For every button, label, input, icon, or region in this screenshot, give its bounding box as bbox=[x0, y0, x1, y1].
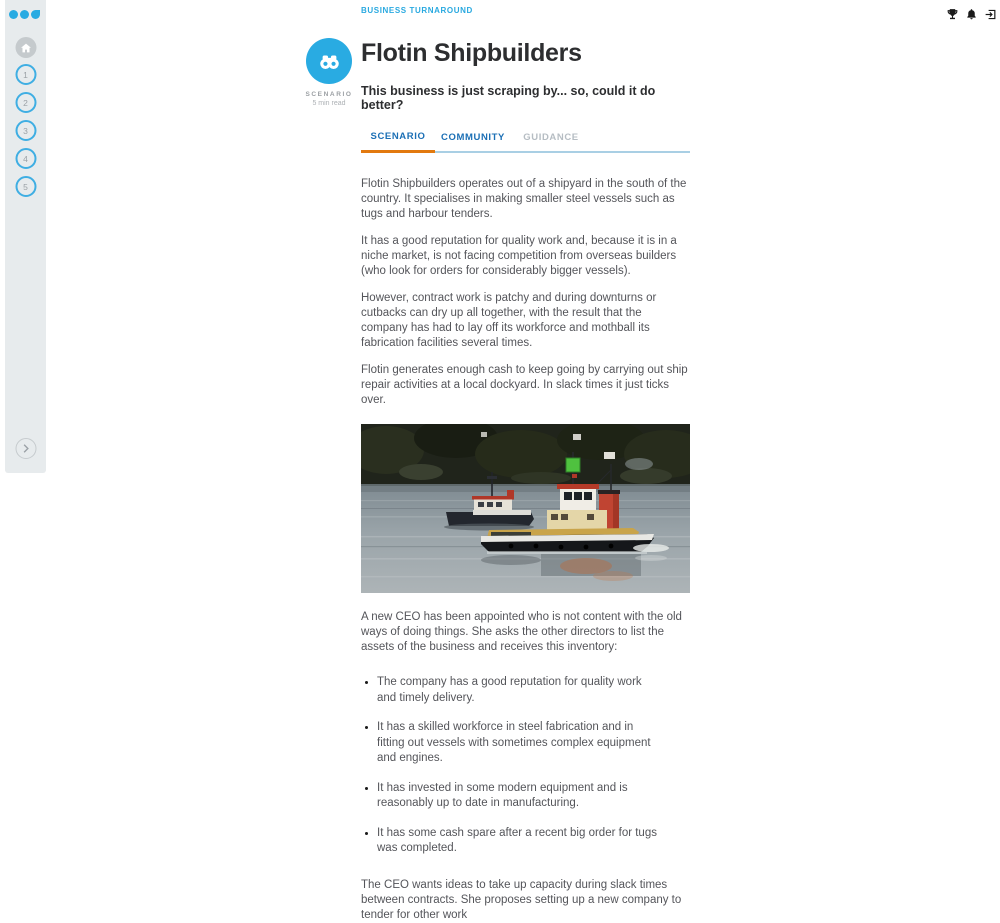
breadcrumb[interactable]: BUSINESS TURNAROUND bbox=[361, 6, 473, 15]
article-body bbox=[361, 177, 690, 923]
paragraph: Flotin Shipbuilders operates out of a shipyard in the south of the country. It specialises in making smaller steel vessels such as tugs and harbour tenders. bbox=[361, 178, 687, 220]
sidebar-expand-button[interactable] bbox=[15, 438, 36, 459]
logo-dot bbox=[20, 10, 29, 19]
sidebar-step-5[interactable]: 5 bbox=[15, 176, 36, 197]
achievements-button[interactable] bbox=[946, 8, 959, 21]
paragraph: It has a good reputation for quality work and, because it is in a niche market, is not facing competition from overseas builders (who look for orders for considerably bigger vessels). bbox=[361, 235, 677, 277]
sidebar-step-1[interactable]: 1 bbox=[15, 64, 36, 85]
lesson-content bbox=[361, 0, 690, 923]
chevron-right-icon bbox=[22, 444, 29, 453]
tab-scenario[interactable]: SCENARIO bbox=[361, 131, 435, 153]
home-button[interactable] bbox=[15, 37, 36, 58]
notifications-button[interactable] bbox=[965, 8, 978, 21]
page-title: Flotin Shipbuilders bbox=[361, 39, 582, 67]
scenario-badge bbox=[306, 38, 352, 84]
home-icon bbox=[20, 43, 31, 53]
asset-list-item: • The company has a good reputation for quality work and timely delivery. bbox=[377, 675, 663, 706]
asset-list-item: • It has a skilled workforce in steel fabrication and in fitting out vessels with sometimes complex equipment and engines. bbox=[377, 720, 663, 767]
topbar-actions bbox=[946, 8, 997, 21]
sign-out-icon bbox=[984, 8, 997, 21]
bell-icon bbox=[965, 8, 978, 21]
paragraph: A new CEO has been appointed who is not content with the old ways of doing things. She asks the other directors to list the assets of the business and receives this inventory: bbox=[361, 611, 682, 653]
trophy-icon bbox=[946, 8, 959, 21]
tab-guidance[interactable]: GUIDANCE bbox=[511, 131, 591, 151]
asset-list bbox=[361, 675, 690, 857]
sidebar-step-4[interactable]: 4 bbox=[15, 148, 36, 169]
page-subtitle: This business is just scraping by... so, could it do better? bbox=[361, 84, 656, 112]
paragraph: The CEO wants ideas to take up capacity during slack times between contracts. She proposes setting up a new company to tender for other work bbox=[361, 878, 682, 921]
lesson-badge bbox=[305, 38, 353, 107]
binoculars-icon bbox=[317, 49, 342, 74]
read-time-label: 5 min read bbox=[312, 100, 346, 107]
lesson-type-label: SCENARIO bbox=[305, 91, 353, 98]
sign-out-button[interactable] bbox=[984, 8, 997, 21]
asset-list-item: • It has invested in some modern equipment and is reasonably up to date in manufacturing. bbox=[377, 781, 663, 812]
tab-community[interactable]: COMMUNITY bbox=[435, 131, 511, 151]
three-dots-logo bbox=[9, 10, 40, 19]
logo-dot bbox=[9, 10, 18, 19]
lesson-tabs bbox=[361, 131, 690, 153]
logo-dot bbox=[31, 10, 40, 19]
asset-list-item: • It has some cash spare after a recent big order for tugs was completed. bbox=[377, 826, 663, 857]
sidebar-step-3[interactable]: 3 bbox=[15, 120, 36, 141]
paragraph: However, contract work is patchy and during downturns or cutbacks can dry up all together, with the result that the company has had to lay off its workforce and mothball its fabrication facilities several times. bbox=[361, 292, 657, 349]
sidebar bbox=[5, 0, 46, 473]
paragraph: Flotin generates enough cash to keep going by carrying out ship repair activities at a local dockyard. In slack times it just ticks over. bbox=[361, 364, 688, 406]
sidebar-step-2[interactable]: 2 bbox=[15, 92, 36, 113]
tugboats-photo bbox=[361, 424, 690, 593]
